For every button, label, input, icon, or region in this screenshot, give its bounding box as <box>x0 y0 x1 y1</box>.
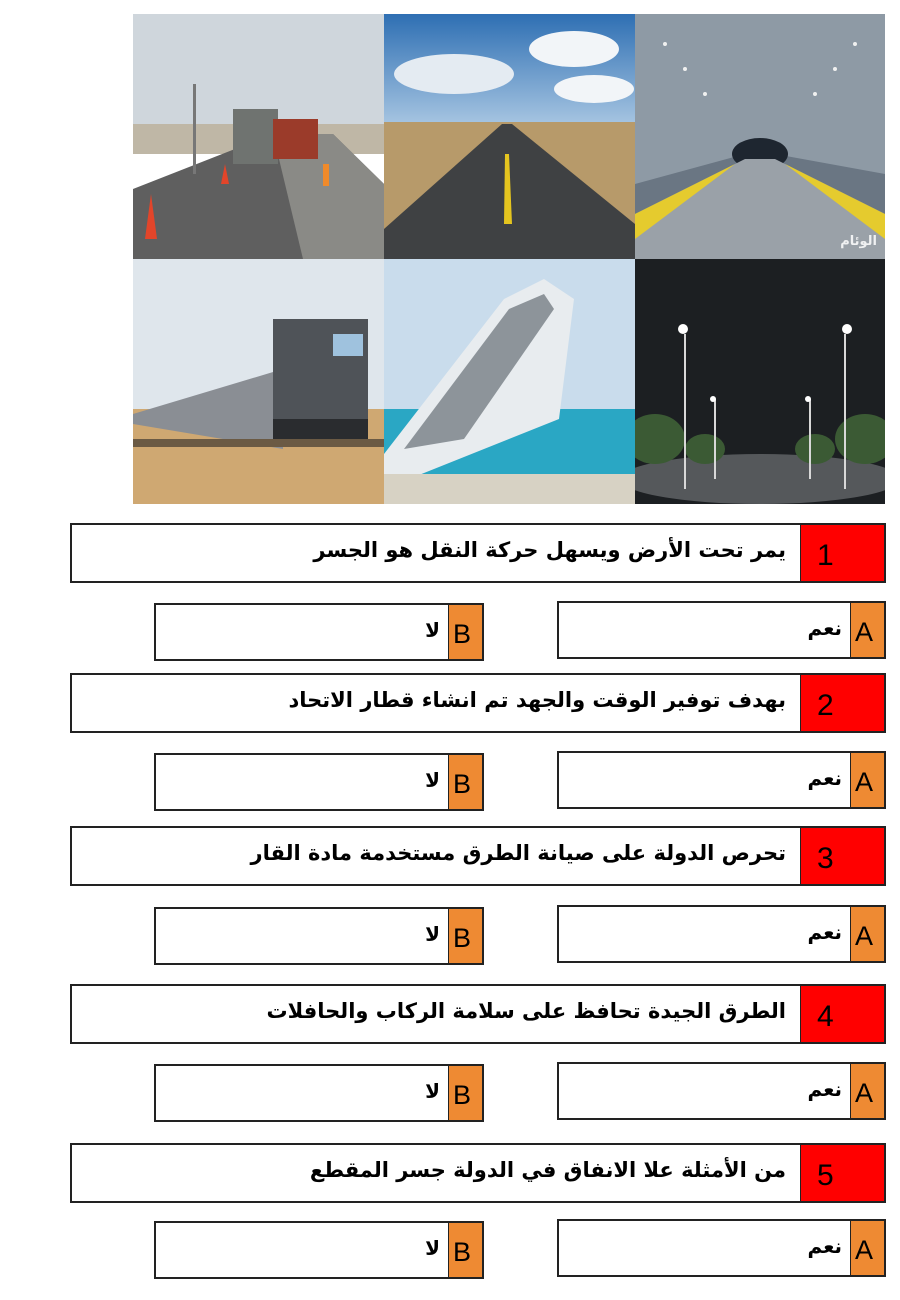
option-letter-box <box>850 1221 884 1275</box>
answer-option-b[interactable] <box>154 1064 484 1122</box>
answer-option-a[interactable] <box>557 1219 886 1277</box>
option-letter-box <box>448 1066 482 1120</box>
question-text: بهدف توفير الوقت والجهد تم انشاء قطار الاتحاد <box>288 688 786 712</box>
option-text: لا <box>425 768 440 792</box>
option-letter-box <box>448 1223 482 1277</box>
question-row <box>70 826 886 886</box>
answer-option-a[interactable] <box>557 1062 886 1120</box>
option-letter: B <box>453 1237 472 1267</box>
answer-option-b[interactable] <box>154 753 484 811</box>
option-letter: B <box>453 769 472 799</box>
answer-option-a[interactable] <box>557 751 886 809</box>
question-number-box <box>800 675 884 731</box>
option-letter: A <box>855 1078 874 1108</box>
option-text: لا <box>425 922 440 946</box>
option-text: نعم <box>807 1077 842 1101</box>
question-text: تحرص الدولة على صيانة الطرق مستخدمة مادة القار <box>250 841 786 865</box>
photo-collage <box>133 14 885 504</box>
option-text: لا <box>425 618 440 642</box>
question-text: من الأمثلة علا الانفاق في الدولة جسر المقطع <box>309 1158 786 1182</box>
question-row <box>70 523 886 583</box>
question-number: 2 <box>817 689 834 722</box>
question-number-box <box>800 525 884 581</box>
option-letter: A <box>855 921 874 951</box>
option-letter-box <box>850 603 884 657</box>
bridge-photo <box>384 259 635 504</box>
watermark-label: الوئام <box>840 234 877 249</box>
question-number-box <box>800 1145 884 1201</box>
option-text: لا <box>425 1079 440 1103</box>
option-letter: B <box>453 1080 472 1110</box>
desert-road-photo <box>384 14 635 259</box>
train-photo <box>133 259 384 504</box>
option-text: نعم <box>807 920 842 944</box>
option-letter: A <box>855 767 874 797</box>
answer-option-b[interactable] <box>154 907 484 965</box>
answer-option-a[interactable] <box>557 601 886 659</box>
question-number-box <box>800 828 884 884</box>
answer-option-b[interactable] <box>154 603 484 661</box>
option-letter: B <box>453 923 472 953</box>
answer-option-b[interactable] <box>154 1221 484 1279</box>
question-text: يمر تحت الأرض ويسهل حركة النقل هو الجسر <box>313 538 786 562</box>
answer-option-a[interactable] <box>557 905 886 963</box>
option-text: نعم <box>807 616 842 640</box>
option-letter-box <box>850 907 884 961</box>
question-row <box>70 984 886 1044</box>
question-number: 3 <box>817 842 834 875</box>
option-letter-box <box>448 605 482 659</box>
question-number-box <box>800 986 884 1042</box>
question-row <box>70 673 886 733</box>
tunnel-photo <box>635 14 885 259</box>
option-letter: B <box>453 619 472 649</box>
question-row <box>70 1143 886 1203</box>
option-text: لا <box>425 1236 440 1260</box>
option-letter-box <box>448 755 482 809</box>
option-text: نعم <box>807 1234 842 1258</box>
question-number: 4 <box>817 1000 834 1033</box>
question-text: الطرق الجيدة تحافظ على سلامة الركاب والحافلات <box>266 999 786 1023</box>
road-maintenance-photo <box>133 14 384 259</box>
option-letter-box <box>850 1064 884 1118</box>
street-lights-photo <box>635 259 885 504</box>
option-text: نعم <box>807 766 842 790</box>
option-letter-box <box>850 753 884 807</box>
question-number: 1 <box>817 539 834 572</box>
option-letter: A <box>855 1235 874 1265</box>
option-letter: A <box>855 617 874 647</box>
question-number: 5 <box>817 1159 834 1192</box>
option-letter-box <box>448 909 482 963</box>
